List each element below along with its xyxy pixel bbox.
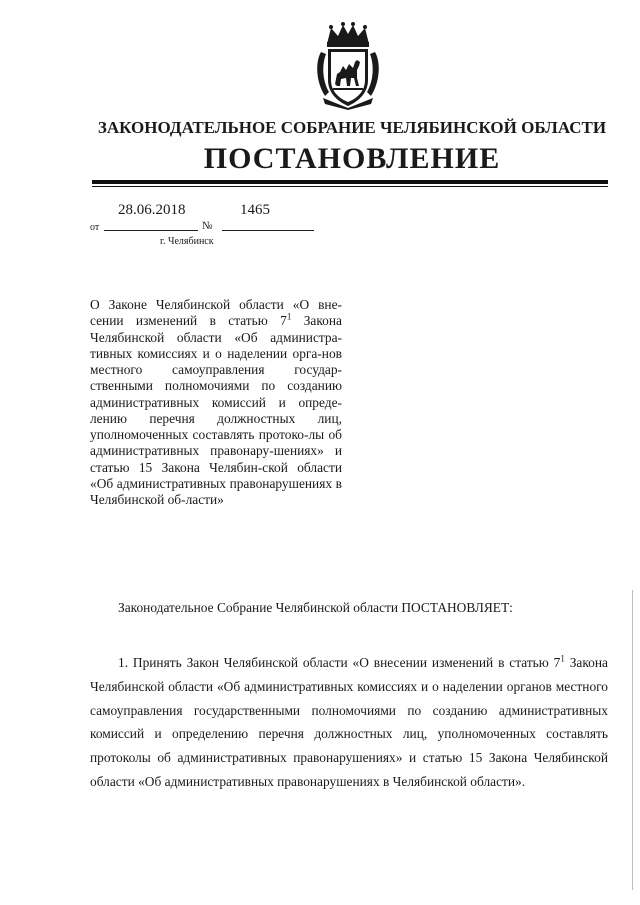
scan-edge-line: [632, 590, 633, 890]
city-label: г. Челябинск: [160, 236, 214, 247]
body-paragraph-1: [90, 651, 608, 794]
number-underline: [222, 230, 314, 231]
body-text-part2: Закона Челябинской области «Об административных комиссиях и о наделении органов местного самоуправления государственными полномочиями по созданию административных комиссий и определению перечня должностных лиц, уполномоченных составлять протоколы об административных правонарушениях» и статью 15 Закона Челябинской области «Об административных правонарушениях в Челябинской области».: [90, 655, 608, 789]
header-rule-thick: [92, 180, 608, 184]
document-type-title: ПОСТАНОВЛЕНИЕ: [203, 142, 501, 175]
subject-superscript: 1: [286, 311, 292, 322]
document-subject: [90, 297, 342, 508]
subject-text-part1: О Законе Челябинской области «О вне-сении изменений в статью 7: [90, 297, 342, 329]
subject-text-part2: Закона Челябинской области «Об администра-тивных комиссиях и о наделении орга-нов местного самоуправления государ-ственными полномочиями по созданию административных комиссий и опреде-лению перечня должностных лиц, уполномоченных составлять протоко-лы об административных правонару-шениях» и статью 15 Закона Челябин-ской области «Об административных правонарушениях в Челябинской об-ласти»: [90, 313, 342, 507]
body-text-part1: 1. Принять Закон Челябинской области «О внесении изменений в статью 7: [118, 655, 561, 670]
date-underline: [104, 230, 198, 231]
number-value: 1465: [240, 202, 270, 218]
number-label: №: [202, 220, 213, 232]
chelyabinsk-coat-of-arms-icon: [313, 22, 383, 110]
date-value: 28.06.2018: [118, 202, 186, 218]
assembly-title: ЗАКОНОДАТЕЛЬНОЕ СОБРАНИЕ ЧЕЛЯБИНСКОЙ ОБЛАСТИ: [97, 118, 607, 137]
resolves-line: Законодательное Собрание Челябинской области ПОСТАНОВЛЯЕТ:: [118, 600, 513, 615]
header-rule-thin: [92, 186, 608, 187]
date-label: от: [90, 222, 100, 233]
body-superscript: 1: [560, 653, 565, 664]
